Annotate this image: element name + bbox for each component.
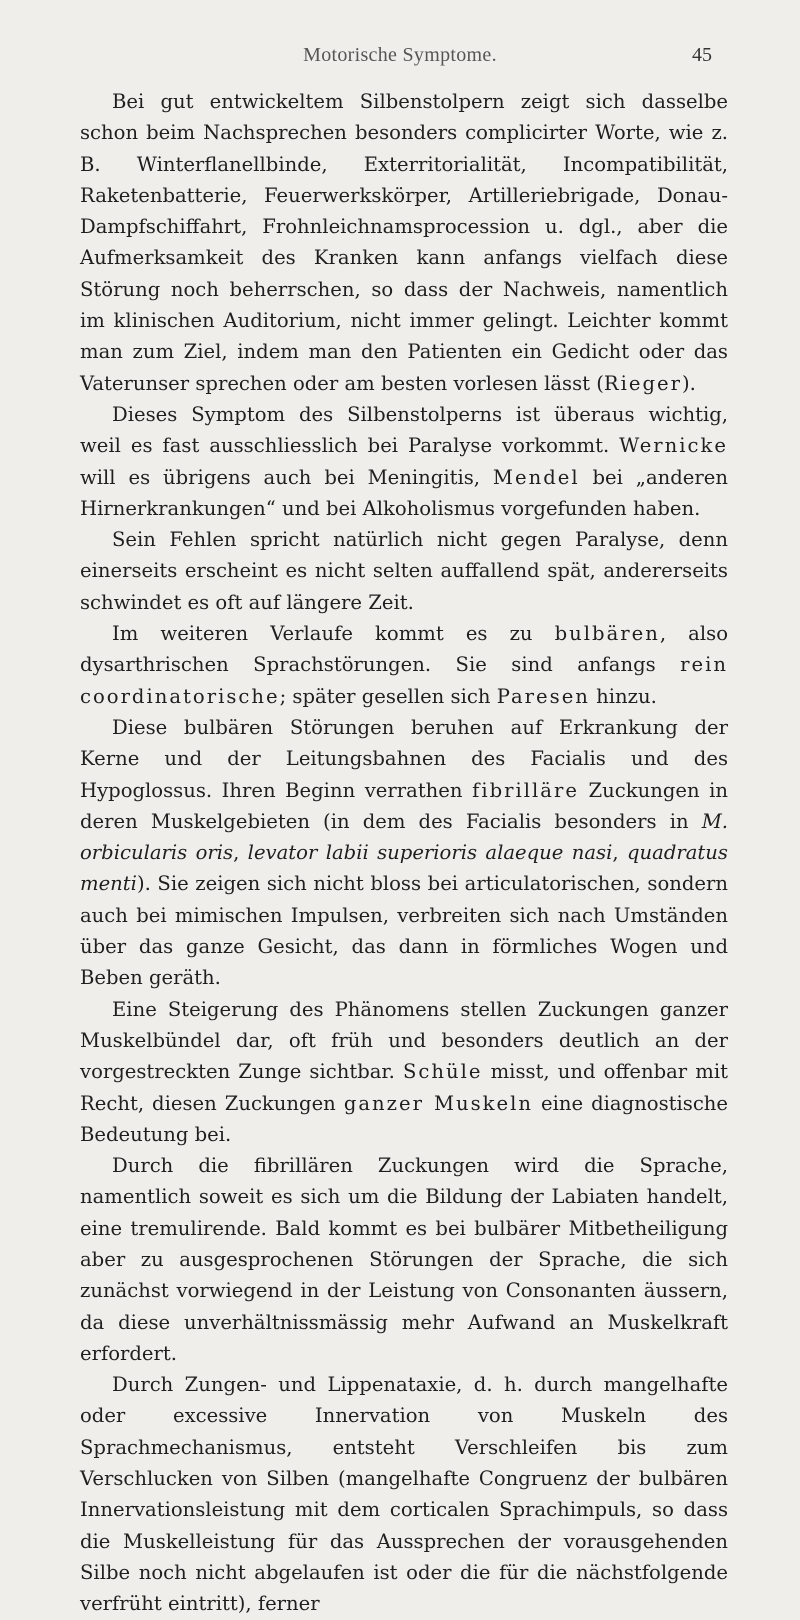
spaced-emphasis: Mendel [492,465,580,489]
spaced-emphasis: ganzer Muskeln [343,1091,534,1115]
paragraph [80,994,728,1150]
page-number: 45 [692,44,712,66]
text-run: Eine Steigerung des Phänomens stellen Zuckungen ganzer Muskelbündel dar, oft früh und besonders deutlich an der vorgestreckten Zunge sichtbar. [80,997,728,1084]
paragraph [80,524,728,618]
paragraph [80,86,728,399]
text-run: hinzu. [589,684,657,708]
text-run: Zuckungen in deren Muskelgebieten (in dem des Facialis besonders in [80,778,729,833]
spaced-emphasis: fibrilläre [472,778,579,802]
text-run: eine diagnostische Bedeutung bei. [80,1091,729,1146]
spaced-emphasis: rein coordinatorische [80,653,728,708]
paragraph [80,1369,728,1619]
paragraph [80,1150,728,1369]
text-run: Diese bulbären Störungen beruhen auf Erkrankung der Kerne und der Leitungsbahnen des Facialis und des Hypoglossus. Ihren Beginn verrathen [80,715,728,802]
text-run: misst, und offenbar mit Recht, diesen Zuckungen [80,1060,729,1115]
italic-term: levator labii superioris alaeque nasi [247,841,613,865]
spaced-emphasis: Paresen [496,684,590,708]
spaced-emphasis: Schüle [402,1060,483,1084]
spaced-emphasis: Wernicke [619,434,728,458]
text-run: Bei gut entwickeltem Silbenstolpern zeigt sich dasselbe schon beim Nachsprechen besonders complicirter Worte, wie z. B. Winterflanellbinde, Exterritorialität, Incompatibilität, Raketenbatterie, Feuerwerkskörper, Artilleriebrigade, Donau-Dampfschiffahrt, Frohnleichnamsprocession u. dgl., aber die Aufmerksamkeit des Kranken kann anfangs vielfach diese Störung noch beherrschen, so dass der Nachweis, namentlich im klinischen Auditorium, nicht immer gelingt. Leichter kommt man zum Ziel, indem man den Patienten ein Gedicht oder das Vaterunser sprechen oder am besten vorlesen lässt ( [80,90,728,395]
text-run: will es übrigens auch bei Meningitis, [80,465,493,489]
text-run: ). [682,371,696,395]
text-run: Im weiteren Verlaufe kommt es zu [112,622,555,646]
italic-term: M. orbicularis oris [80,809,728,865]
text-run: , also dysarthrischen Sprachstörungen. Sie sind anfangs [80,622,728,677]
italic-term: quadratus menti [80,841,728,896]
spaced-emphasis: Rieger [603,371,682,395]
text-run: bei „anderen Hirnerkrankungen“ und bei Alkoholismus vorgefunden haben. [80,465,728,520]
text-run: Durch die fibrillären Zuckungen wird die Sprache, namentlich soweit es sich um die Bildung der Labiaten handelt, eine tremulirende. Bald kommt es bei bulbärer Mitbetheiligung aber zu ausgesprochenen Störungen der Sprache, die sich zunächst vorwiegend in der Leistung von Consonanten äussern, da diese unverhältnissmässig mehr Aufwand an Muskelkraft erfordert. [80,1154,728,1365]
running-head [0,44,800,74]
running-title: Motorische Symptome. [303,44,497,66]
text-run: , [612,841,627,865]
paragraph [80,399,728,524]
paragraph [80,618,728,712]
spaced-emphasis: bulbären [554,622,660,646]
text-run: Dieses Symptom des Silbenstolperns ist überaus wichtig, weil es fast ausschliesslich bei Paralyse vorkommt. [80,402,728,458]
text-run: , [233,841,248,865]
paragraph [80,712,728,994]
text-run: Sein Fehlen spricht natürlich nicht gegen Paralyse, denn einerseits erscheint es nicht selten auffallend spät, andererseits schwindet es oft auf längere Zeit. [80,528,728,614]
text-run: Durch Zungen- und Lippenataxie, d. h. durch mangelhafte oder excessive Innervation von Muskeln des Sprachmechanismus, entsteht Verschleifen bis zum Verschlucken von Silben (mangelhafte Congruenz der bulbären Innervationsleistung mit dem corticalen Sprachimpuls, so dass die Muskelleistung für das Aussprechen der vorausgehenden Silbe noch nicht abgelaufen ist oder die für die nächstfolgende verfrüht eintritt), ferner [80,1373,728,1616]
text-run: ; später gesellen sich [279,684,497,708]
text-run: ). Sie zeigen sich nicht bloss bei articulatorischen, sondern auch bei mimischen Impulsen, verbreiten sich nach Umständen über das ganze Gesicht, das dann in förmliches Wogen und Beben geräth. [80,872,728,990]
body-text [80,86,728,1620]
